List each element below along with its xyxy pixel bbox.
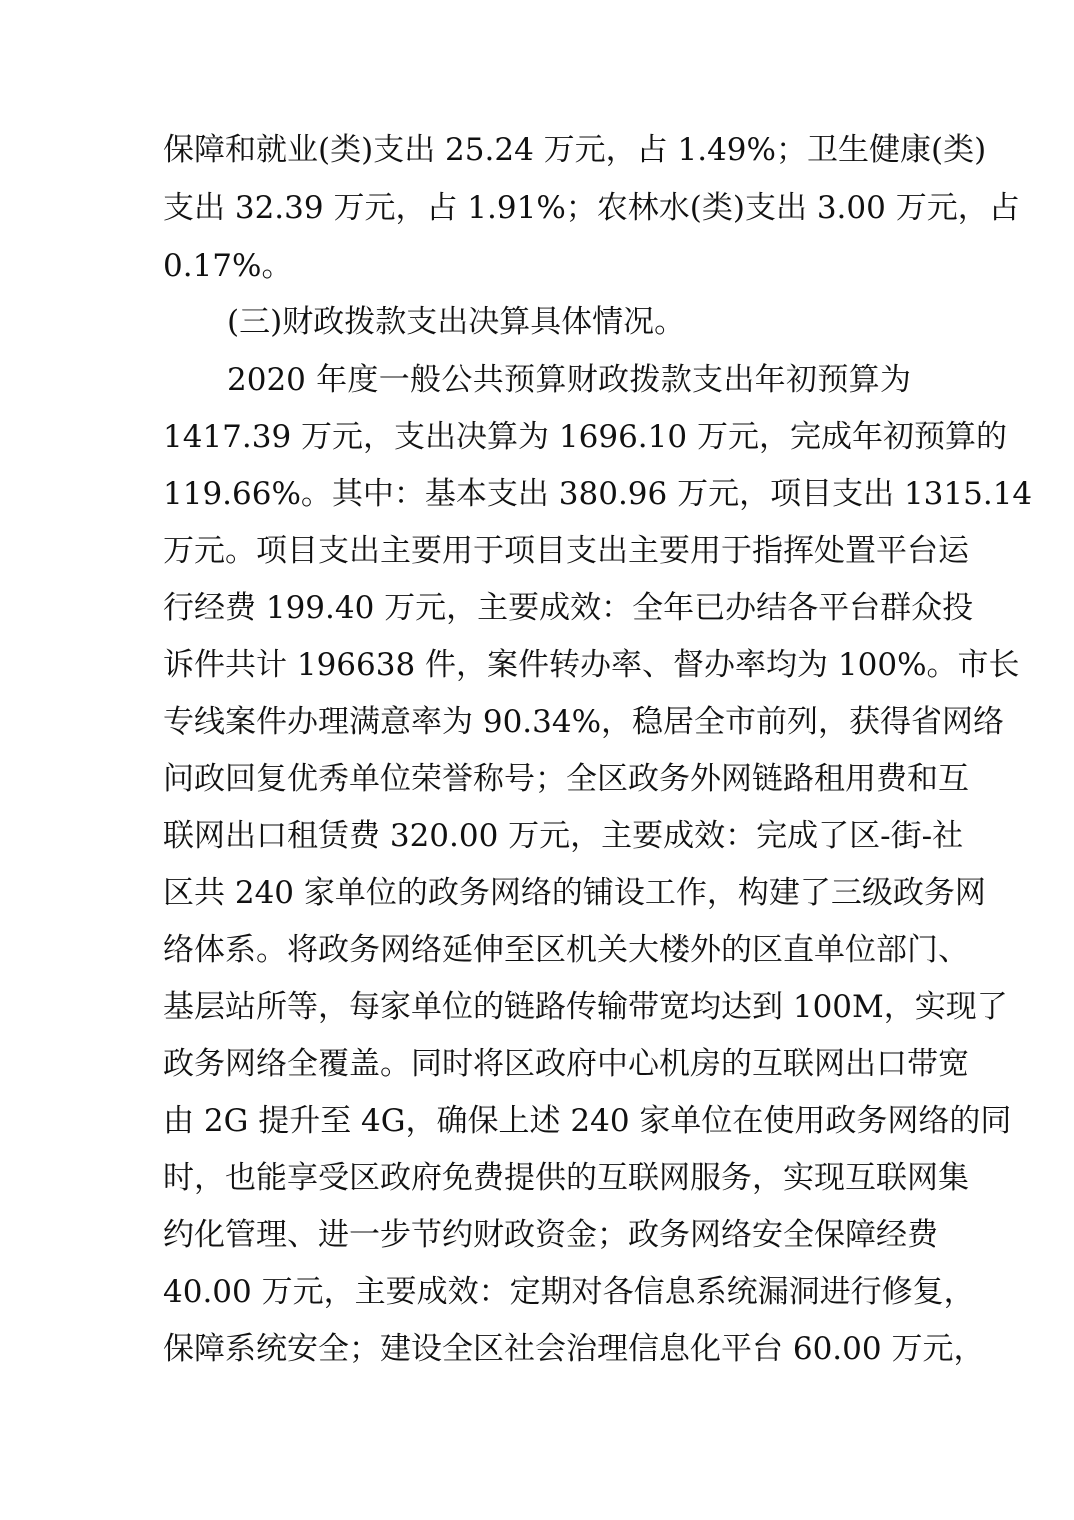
text-line-15: 络体系。将政务网络延伸至区机关大楼外的区直单位部门、 [163,932,969,968]
section-heading: (三)财政拨款支出决算具体情况。 [227,304,686,340]
text-line-20: 约化管理、进一步节约财政资金；政务网络安全保障经费 [163,1217,938,1253]
text-line-18: 由 2G 提升至 4G，确保上述 240 家单位在使用政务网络的同 [163,1103,1012,1139]
text-line-19: 时，也能享受区政府免费提供的互联网服务，实现互联网集 [163,1160,969,1196]
text-line-5: 2020 年度一般公共预算财政拨款支出年初预算为 [227,362,911,398]
text-line-21: 40.00 万元，主要成效：定期对各信息系统漏洞进行修复， [163,1274,975,1310]
text-line-14: 区共 240 家单位的政务网络的铺设工作，构建了三级政务网 [163,875,986,911]
text-line-8: 万元。项目支出主要用于项目支出主要用于指挥处置平台运 [163,533,969,569]
text-line-6: 1417.39 万元，支出决算为 1696.10 万元，完成年初预算的 [163,419,1007,455]
text-line-22: 保障系统安全；建设全区社会治理信息化平台 60.00 万元， [163,1331,985,1367]
text-line-11: 专线案件办理满意率为 90.34%，稳居全市前列，获得省网络 [163,704,1005,740]
text-line-16: 基层站所等，每家单位的链路传输带宽均达到 100M，实现了 [163,989,1008,1025]
text-line-12: 问政回复优秀单位荣誉称号；全区政务外网链路租用费和互 [163,761,969,797]
text-line-13: 联网出口租赁费 320.00 万元，主要成效：完成了区-街-社 [163,818,964,854]
text-line-3: 0.17%。 [163,248,293,284]
text-line-9: 行经费 199.40 万元，主要成效：全年已办结各平台群众投 [163,590,974,626]
text-line-10: 诉件共计 196638 件，案件转办率、督办率均为 100%。市长 [163,647,1020,683]
text-line-2: 支出 32.39 万元，占 1.91%；农林水(类)支出 3.00 万元，占 [163,190,1020,226]
text-line-7: 119.66%。其中：基本支出 380.96 万元，项目支出 1315.14 [163,476,1033,512]
text-line-17: 政务网络全覆盖。同时将区政府中心机房的互联网出口带宽 [163,1046,969,1082]
text-line-1: 保障和就业(类)支出 25.24 万元，占 1.49%；卫生健康(类) [163,132,987,168]
